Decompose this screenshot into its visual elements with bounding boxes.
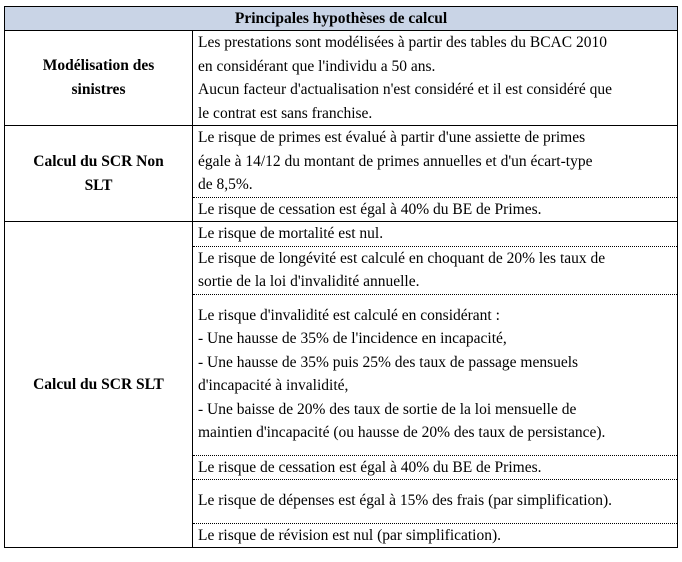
category-line: Calcul du SCR Non — [33, 152, 164, 170]
description-cell — [193, 197, 678, 222]
description-cell — [193, 31, 678, 126]
description-line: de 8,5%. — [198, 176, 253, 193]
table-title: Principales hypothèses de calcul — [5, 7, 678, 31]
description-cell — [193, 222, 678, 247]
description-line: Le risque de longévité est calculé en choquant de 20% les taux de — [198, 249, 606, 267]
description-line: Les prestations sont modélisées à partir des tables du BCAC 2010 — [198, 34, 607, 51]
category-line: SLT — [84, 176, 113, 194]
category-cell-scr-non-slt — [5, 126, 193, 222]
description-line: - Une baisse de 20% des taux de sortie de la loi mensuelle de — [198, 400, 577, 418]
description-line: Le risque d'invalidité est calculé en considérant : — [198, 306, 500, 324]
description-line: Le risque de mortalité est nul. — [198, 225, 384, 242]
description-line: le contrat est sans franchise. — [198, 104, 373, 122]
description-line: Le risque de révision est nul (par simplification). — [198, 526, 502, 544]
description-cell — [193, 126, 678, 198]
description-line: d'incapacité à invalidité, — [198, 377, 349, 394]
description-cell — [193, 294, 678, 455]
description-line: Le risque de cessation est égal à 40% du BE de Primes. — [198, 200, 542, 218]
description-cell — [193, 523, 678, 548]
category-cell-modelisation — [5, 31, 193, 126]
description-line: maintien d'incapacité (ou hausse de 20% des taux de persistance). — [198, 424, 606, 441]
table-row — [5, 126, 678, 198]
description-line: Le risque de primes est évalué à partir d'une assiette de primes — [198, 129, 586, 146]
description-line: sortie de la loi d'invalidité annuelle. — [198, 273, 420, 290]
category-line: sinistres — [71, 81, 126, 98]
description-line: Le risque de cessation est égal à 40% du BE de Primes. — [198, 458, 542, 476]
table-row — [5, 222, 678, 247]
category-cell-scr-slt — [5, 222, 193, 548]
category-line: Calcul du SCR SLT — [33, 375, 164, 393]
hypotheses-table — [4, 6, 678, 548]
description-cell — [193, 455, 678, 480]
description-line: en considérant que l'individu a 50 ans. — [198, 57, 436, 75]
description-line: - Une hausse de 35% puis 25% des taux de passage mensuels — [198, 353, 579, 371]
description-line: - Une hausse de 35% de l'incidence en incapacité, — [198, 330, 507, 347]
category-line: Modélisation des — [42, 57, 155, 74]
description-line: Aucun facteur d'actualisation n'est considéré et il est considéré que — [198, 81, 613, 98]
description-line: égale à 14/12 du montant de primes annuelles et d'un écart-type — [198, 152, 593, 170]
table-row — [5, 31, 678, 126]
table-header-row — [5, 7, 678, 31]
description-cell — [193, 480, 678, 524]
description-cell — [193, 246, 678, 294]
description-line: Le risque de dépenses est égal à 15% des frais (par simplification). — [198, 492, 613, 509]
